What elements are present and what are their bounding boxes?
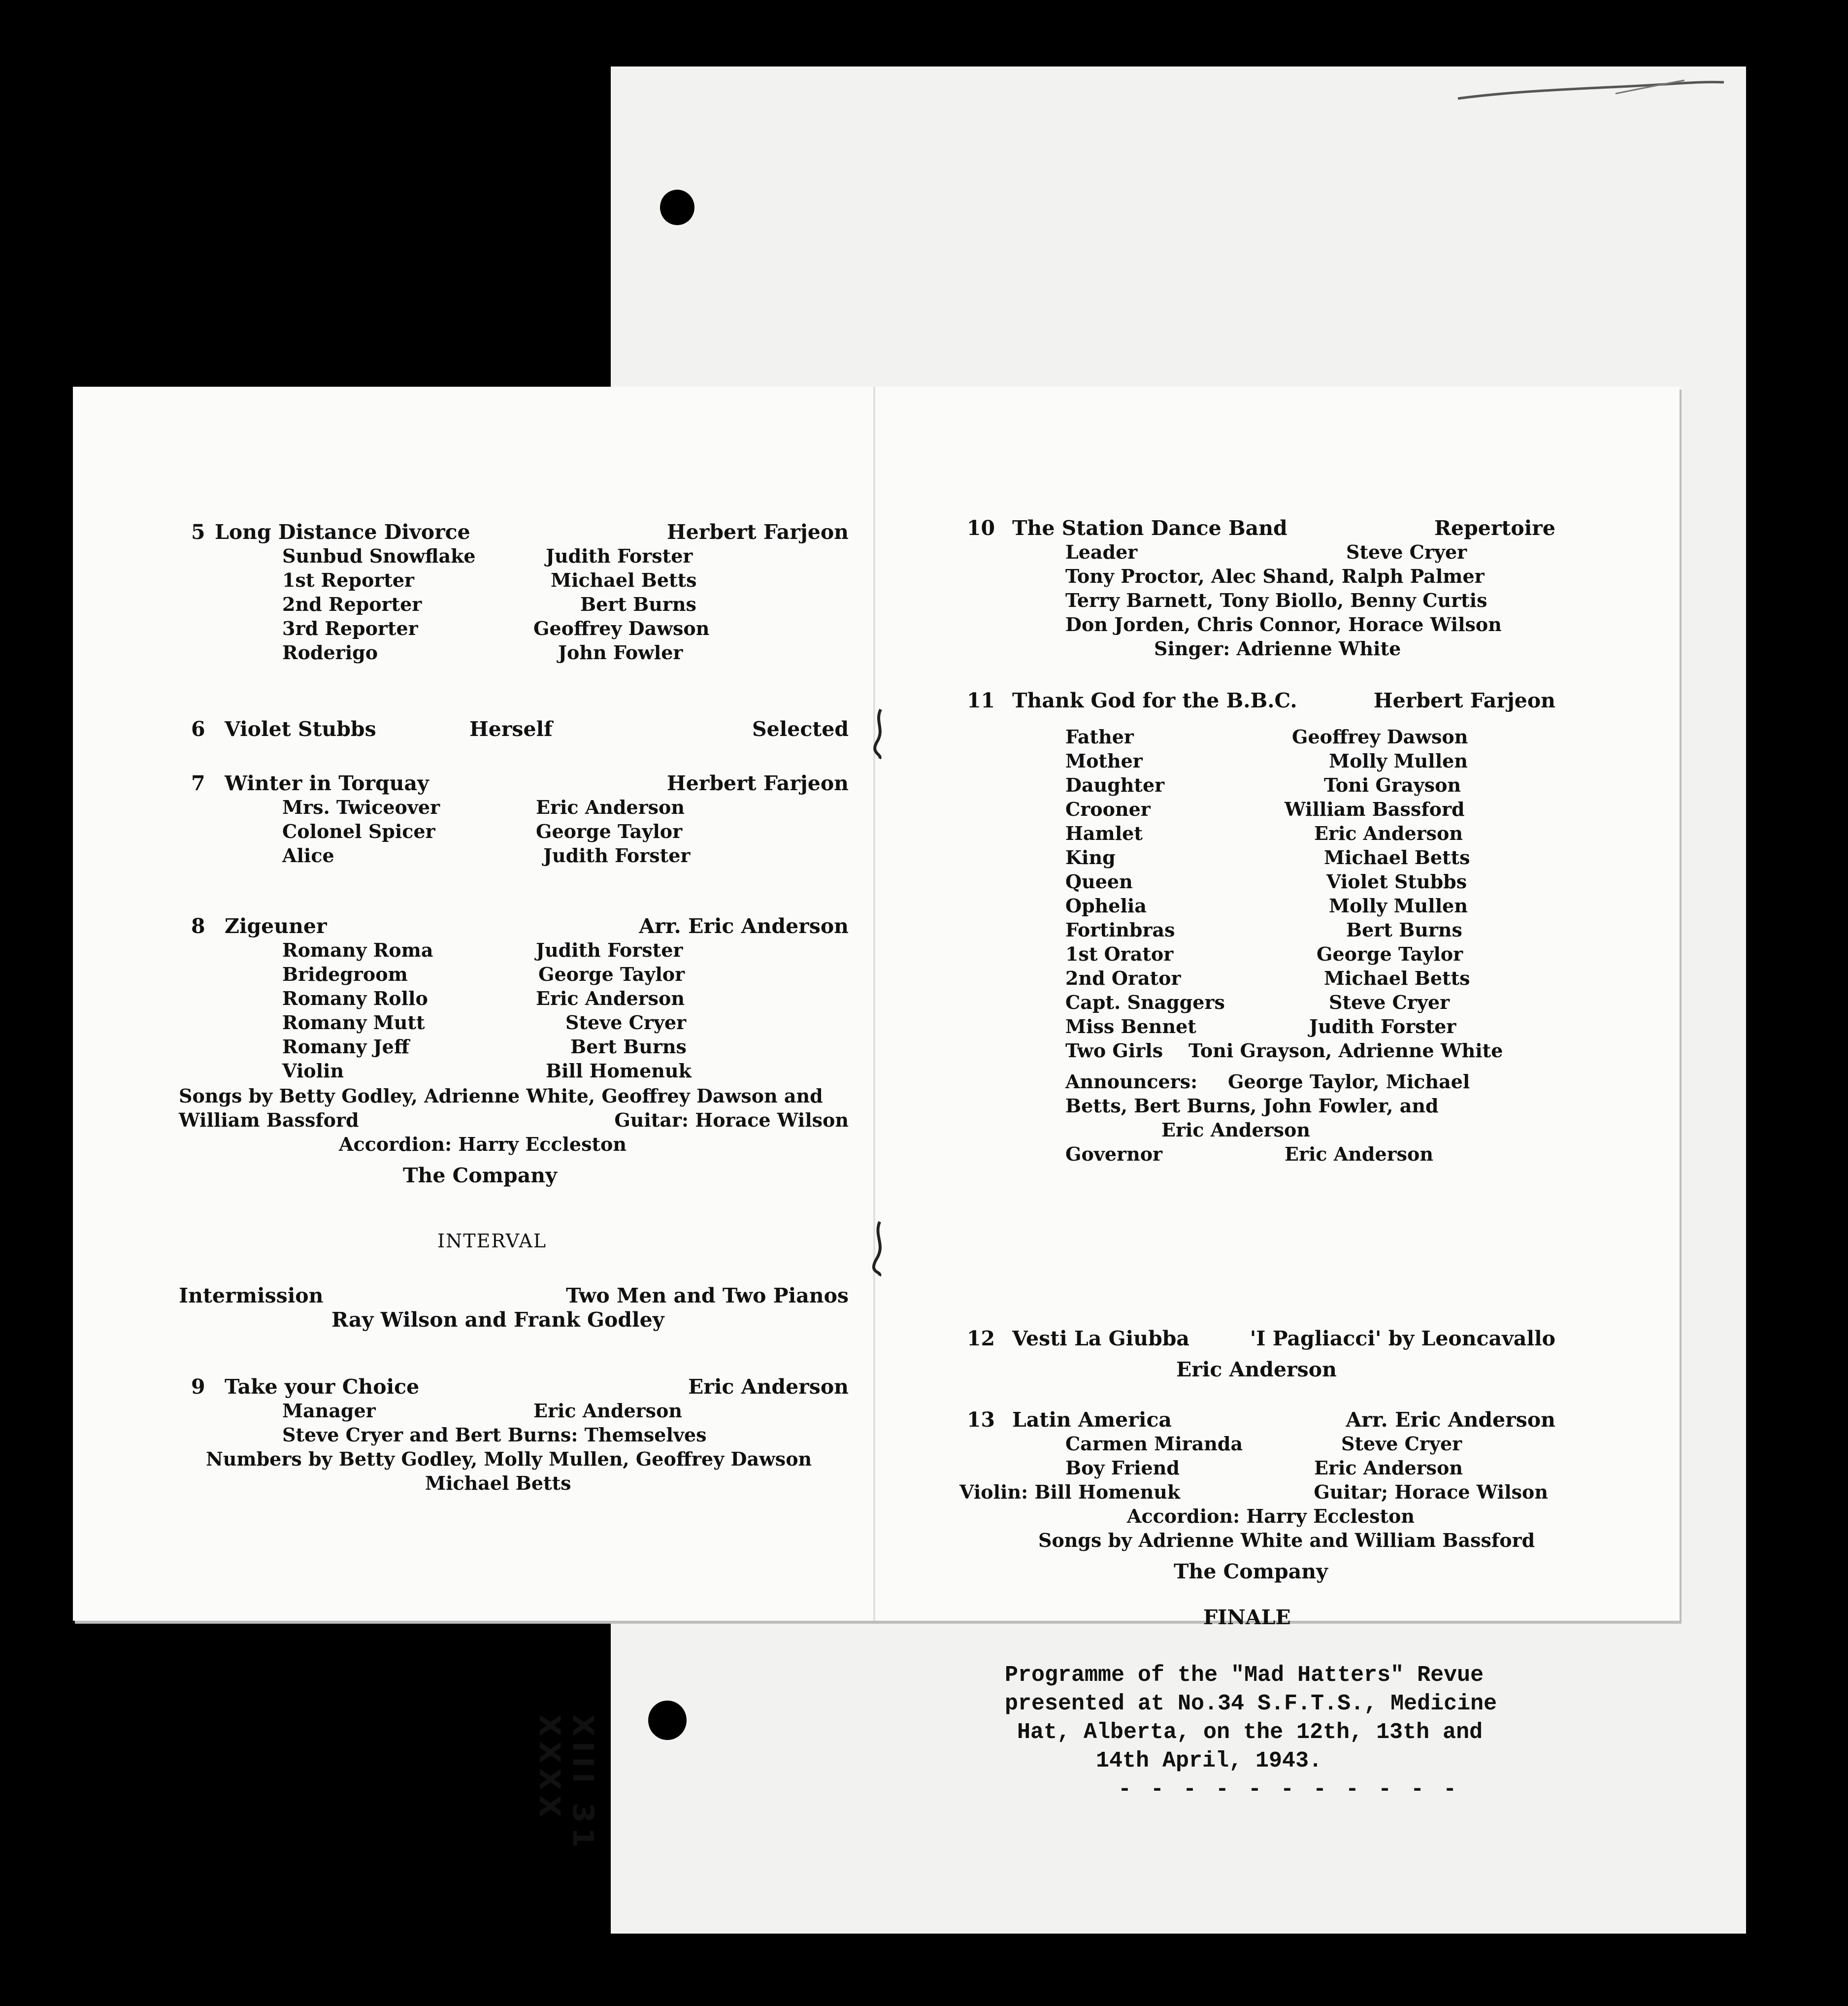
cast-role: Governor [1065, 1143, 1163, 1165]
cast-row: Mrs. Twiceover Eric Anderson [282, 796, 685, 818]
item-5 [191, 520, 849, 665]
item-performer: Herself [469, 717, 553, 741]
item-credit: Repertoire [1434, 516, 1555, 540]
item-8-credits [179, 1084, 849, 1187]
item-number: 13 [967, 1408, 995, 1432]
cast-row: Colonel Spicer George Taylor [282, 820, 683, 842]
cast-role: Two Girls [1065, 1039, 1163, 1062]
guitar-credit: Guitar: Horace Wilson [614, 1109, 849, 1131]
cast-row: Fortinbras Bert Burns [1065, 919, 1462, 941]
finale-label: FINALE [1203, 1605, 1291, 1629]
cast-row: Bridegroom George Taylor [282, 963, 685, 985]
intermission-act: Two Men and Two Pianos [566, 1284, 849, 1307]
cast-row: Capt. Snaggers Steve Cryer [1065, 991, 1450, 1013]
announcers-names: George Taylor, Michael [1228, 1070, 1470, 1093]
violin-credit: Violin: Bill Homenuk [959, 1481, 1181, 1503]
cast-row: Queen Violet Stubbs [1065, 870, 1467, 893]
cast-actor: Toni Grayson, Adrienne White [1188, 1039, 1503, 1062]
cast-row: Romany Rollo Eric Anderson [282, 987, 685, 1009]
announcers-names-end: Eric Anderson [1161, 1119, 1311, 1141]
announcers-label: Announcers: [1065, 1070, 1198, 1093]
cast-row: 2nd Reporter Bert Burns [282, 593, 696, 615]
item-credit: 'I Pagliacci' by Leoncavallo [1250, 1327, 1555, 1350]
intermission-performers: Ray Wilson and Frank Godley [331, 1308, 664, 1332]
left-column [179, 520, 849, 1515]
item-title: Vesti La Giubba [1012, 1327, 1189, 1350]
item-number: 8 [191, 914, 205, 938]
item-title: Latin America [1012, 1408, 1172, 1432]
cast-row: 3rd Reporter Geoffrey Dawson [282, 617, 710, 639]
ink-mark-upper [870, 707, 890, 761]
item-title: Winter in Torquay [225, 771, 429, 795]
punch-hole-top [660, 190, 694, 225]
item-title: The Station Dance Band [1012, 516, 1287, 540]
caption-line: 14th April, 1943. [1096, 1748, 1322, 1773]
intermission [179, 1283, 849, 1332]
item-title: Violet Stubbs [225, 717, 376, 741]
cast-row: Alice Judith Forster [282, 844, 691, 867]
item-title: Thank God for the B.B.C. [1012, 689, 1297, 712]
right-column [959, 516, 1555, 1629]
cast-actor: Eric Anderson [533, 1400, 683, 1422]
guitar-credit: Guitar; Horace Wilson [1314, 1481, 1548, 1503]
cast-row: 1st Reporter Michael Betts [282, 569, 697, 591]
item-11 [967, 688, 1555, 1166]
company-line: The Company [1174, 1560, 1328, 1583]
caption-line: Programme of the "Mad Hatters" Revue [1005, 1663, 1484, 1688]
cast-row: Romany Jeff Bert Burns [282, 1036, 687, 1058]
item-8 [191, 914, 849, 1083]
cast-row: Carmen Miranda Steve Cryer [1065, 1433, 1462, 1455]
item-number: 9 [191, 1375, 205, 1399]
item-10 [967, 516, 1555, 661]
band-leader-name: Steve Cryer [1346, 541, 1467, 563]
item-number: 5 [191, 520, 205, 544]
cast-row: Sunbud Snowflake Judith Forster [282, 545, 693, 567]
cast-role: Manager [282, 1400, 376, 1422]
accordion-credit: Accordion: Harry Eccleston [339, 1133, 627, 1155]
cast-row: Mother Molly Mullen [1065, 750, 1468, 772]
pencil-mark [1453, 76, 1729, 106]
item-performer: Eric Anderson [1176, 1358, 1337, 1381]
cast-row: 2nd Orator Michael Betts [1065, 967, 1470, 989]
cast-row: Father Geoffrey Dawson [1065, 726, 1468, 748]
cast-row: Crooner William Bassford [1065, 798, 1465, 820]
band-leader-role: Leader [1065, 541, 1138, 563]
item-number: 10 [967, 516, 995, 540]
cast-row: Hamlet Eric Anderson [1065, 822, 1463, 844]
band-members: Don Jorden, Chris Connor, Horace Wilson [1065, 613, 1502, 635]
accordion-credit: Accordion: Harry Eccleston [1127, 1505, 1415, 1527]
cast-row: 1st Orator George Taylor [1065, 943, 1463, 965]
band-singer: Singer: Adrienne White [1154, 637, 1401, 660]
songs-line: Songs by Betty Godley, Adrienne White, Geoffrey Dawson and [179, 1085, 823, 1107]
item-9 [191, 1374, 849, 1495]
cast-row: Boy Friend Eric Anderson [1065, 1457, 1463, 1479]
item-9-numbers-cont: Michael Betts [425, 1472, 571, 1494]
punch-hole-bottom [648, 1701, 687, 1740]
item-number: 12 [967, 1327, 995, 1350]
item-title: Take your Choice [225, 1375, 420, 1399]
intermission-label: Intermission [179, 1284, 324, 1307]
cast-row: Violin Bill Homenuk [282, 1060, 692, 1082]
cast-row: Ophelia Molly Mullen [1065, 895, 1468, 917]
item-9-line: Steve Cryer and Bert Burns: Themselves [282, 1424, 707, 1446]
archive-caption [1005, 1661, 1497, 1804]
item-credit: Selected [752, 717, 849, 741]
item-title: Zigeuner [225, 914, 327, 938]
cast-row: Roderigo John Fowler [282, 641, 683, 664]
band-members: Terry Barnett, Tony Biollo, Benny Curtis [1065, 589, 1487, 611]
item-credit: Eric Anderson [688, 1375, 849, 1399]
cast-row: Miss Bennet Judith Forster [1065, 1015, 1456, 1037]
item-6 [191, 717, 849, 741]
item-9-numbers: Numbers by Betty Godley, Molly Mullen, Geoffrey Dawson [206, 1448, 812, 1470]
caption-dashes: - - - - - - - - - - - [1118, 1777, 1460, 1802]
item-12 [967, 1326, 1555, 1381]
item-credit: Arr. Eric Anderson [1346, 1408, 1555, 1432]
cast-row: King Michael Betts [1065, 846, 1470, 869]
interval [191, 1229, 849, 1253]
cast-row: Romany Roma Judith Forster [282, 939, 683, 961]
caption-line: presented at No.34 S.F.T.S., Medicine [1005, 1691, 1497, 1716]
songs-line-name: William Bassford [179, 1109, 359, 1131]
ink-mark-lower [870, 1219, 890, 1278]
caption-line: Hat, Alberta, on the 12th, 13th and [1017, 1720, 1483, 1745]
company-line: The Company [403, 1164, 557, 1187]
songs-credit: Songs by Adrienne White and William Bassford [1038, 1529, 1535, 1551]
item-credit: Herbert Farjeon [666, 771, 849, 795]
cast-actor: Eric Anderson [1285, 1143, 1434, 1165]
item-credit: Herbert Farjeon [1373, 689, 1555, 712]
item-7 [191, 771, 849, 868]
item-credit: Herbert Farjeon [666, 520, 849, 544]
side-stamp: XIII 31 XXXX [533, 1714, 600, 1853]
item-13 [959, 1407, 1555, 1629]
programme-sheet [73, 387, 1680, 1629]
interval-label: INTERVAL [437, 1230, 547, 1252]
cast-row: Daughter Toni Grayson [1065, 774, 1461, 796]
page-fold [873, 387, 875, 1621]
cast-row: Romany Mutt Steve Cryer [282, 1011, 687, 1034]
item-credit: Arr. Eric Anderson [639, 914, 849, 938]
item-number: 7 [191, 771, 205, 795]
band-members: Tony Proctor, Alec Shand, Ralph Palmer [1065, 565, 1485, 587]
item-number: 11 [967, 689, 995, 712]
item-title: Long Distance Divorce [215, 520, 470, 544]
item-number: 6 [191, 717, 205, 741]
announcers-names-cont: Betts, Bert Burns, John Fowler, and [1065, 1095, 1439, 1117]
